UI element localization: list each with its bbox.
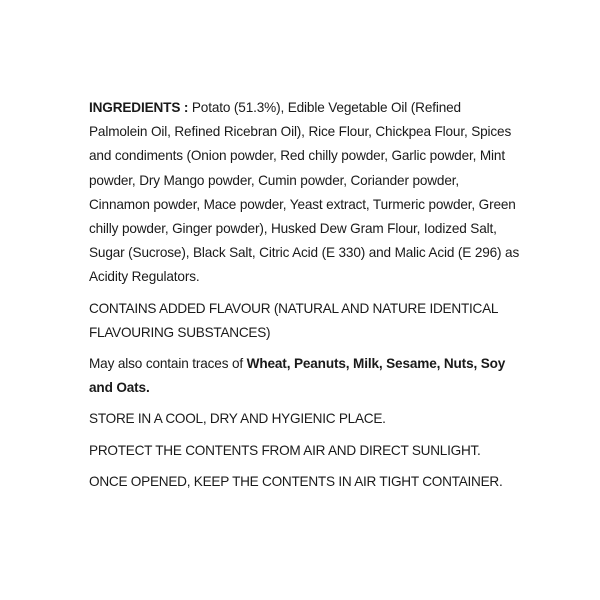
storage-instruction-1: STORE IN A COOL, DRY AND HYGIENIC PLACE.	[89, 411, 386, 427]
flavour-note: CONTAINS ADDED FLAVOUR (NATURAL AND NATURE IDENTICAL FLAVOURING SUBSTANCES)	[89, 300, 498, 340]
ingredients-heading: INGREDIENTS :	[89, 100, 189, 115]
ingredients-paragraph	[89, 96, 521, 290]
allergen-prefix: May also contain traces of	[89, 356, 247, 372]
allergen-items: Wheat, Peanuts, Milk, Sesame, Nuts, Soy and Oats.	[89, 356, 506, 396]
allergen-paragraph	[89, 352, 521, 400]
ingredients-list: Potato (51.3%), Edible Vegetable Oil (Refined Palmolein Oil, Refined Ricebran Oil), Rice Flour, Chickpea Flour, Spices and condiments (Onion powder, Red chilly powder, Garlic powder, Mint powder, Dry Mango powder, Cumin powder, Coriander powder, Cinnamon powder, Mace powder, Yeast extract, Turmeric powder, Green chilly powder, Ginger powder), Husked Dew Gram Flour, Iodized Salt, Sugar (Sucrose), Black Salt, Citric Acid (E 330) and Malic Acid (E 296) as Acidity Regulators.	[89, 100, 520, 285]
ingredients-label-panel	[89, 96, 521, 501]
storage-instruction-2: PROTECT THE CONTENTS FROM AIR AND DIRECT SUNLIGHT.	[89, 442, 481, 458]
storage-instruction-3: ONCE OPENED, KEEP THE CONTENTS IN AIR TIGHT CONTAINER.	[89, 473, 503, 489]
